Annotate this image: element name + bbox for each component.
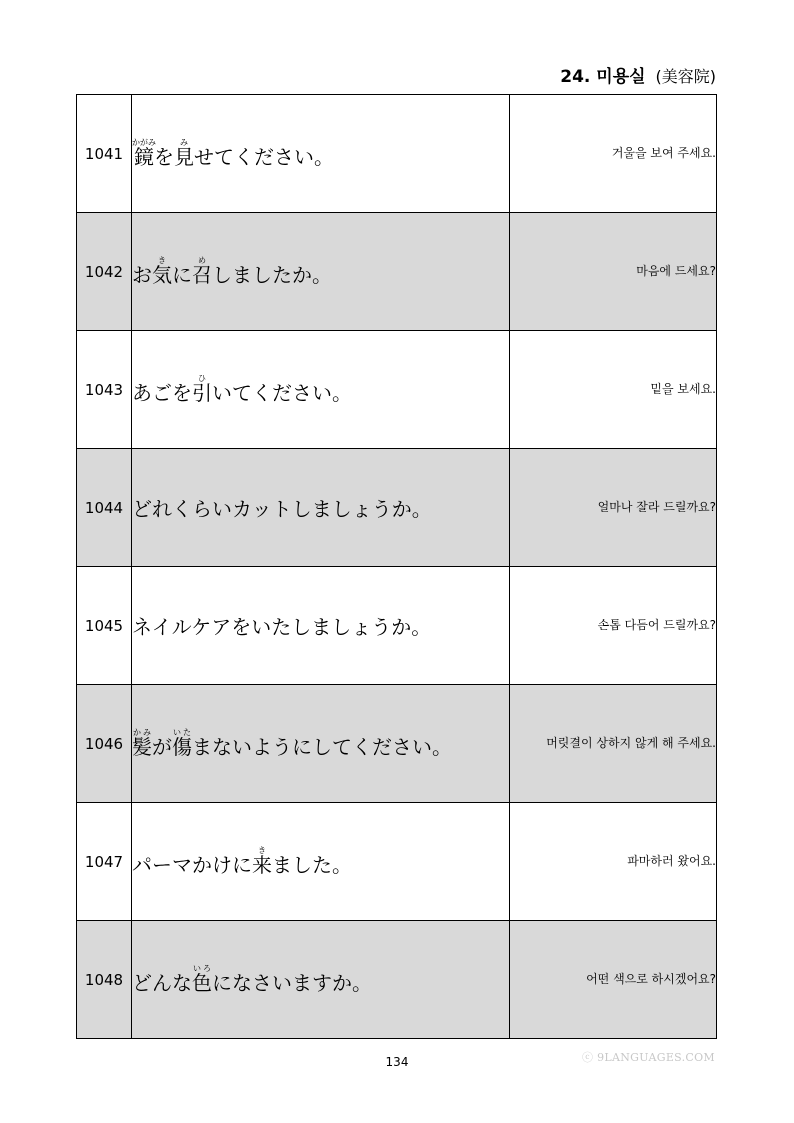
kana-text: どんな: [132, 970, 192, 995]
kana-text: が: [152, 734, 172, 759]
furigana: き: [152, 255, 172, 265]
kana-text: あごを: [132, 380, 192, 405]
kanji: 来: [252, 852, 272, 877]
phrase-table-body: [77, 95, 717, 1039]
phrase-row: [77, 95, 717, 213]
phrase-table: [76, 94, 717, 1039]
kanji-with-furigana: [132, 727, 152, 759]
japanese-phrase: [132, 213, 510, 331]
kana-text: いてください。: [212, 380, 352, 405]
phrase-number: 1042: [77, 213, 132, 331]
kanji-with-furigana: [192, 963, 212, 995]
phrase-number: 1044: [77, 449, 132, 567]
phrase-row: [77, 449, 717, 567]
kanji-with-furigana: [132, 137, 156, 169]
phrase-row: [77, 331, 717, 449]
phrase-row: [77, 803, 717, 921]
furigana: め: [192, 255, 212, 265]
korean-translation: 파마하러 왔어요.: [510, 803, 717, 921]
chapter-title: [560, 62, 716, 87]
phrase-row: [77, 685, 717, 803]
phrase-row: [77, 921, 717, 1039]
kanji-with-furigana: [172, 727, 192, 759]
japanese-phrase: [132, 803, 510, 921]
korean-translation: 밑을 보세요.: [510, 331, 717, 449]
japanese-phrase: [132, 921, 510, 1039]
kanji: 髪: [132, 734, 152, 759]
kanji-with-furigana: [192, 373, 212, 405]
kana-text: ました。: [272, 852, 352, 877]
kana-text: になさいますか。: [212, 970, 372, 995]
furigana: かがみ: [132, 137, 156, 147]
korean-translation: 머릿결이 상하지 않게 해 주세요.: [510, 685, 717, 803]
phrase-number: 1045: [77, 567, 132, 685]
phrase-number: 1041: [77, 95, 132, 213]
kana-text: を: [154, 144, 174, 169]
kana-text: パーマかけに: [132, 852, 252, 877]
kana-text: お: [132, 262, 152, 287]
kana-text: まないようにしてください。: [192, 734, 452, 759]
furigana: いろ: [192, 963, 212, 973]
phrase-number: 1047: [77, 803, 132, 921]
kanji-with-furigana: [192, 255, 212, 287]
chapter-name: 24. 미용실: [560, 67, 646, 87]
kana-text: ネイルケアをいたしましょうか。: [132, 615, 432, 639]
kanji-with-furigana: [174, 137, 194, 169]
chapter-hanja: (美容院): [655, 67, 716, 86]
kanji: 色: [192, 970, 212, 995]
japanese-phrase: [132, 331, 510, 449]
korean-translation: 거울을 보여 주세요.: [510, 95, 717, 213]
korean-translation: 얼마나 잘라 드릴까요?: [510, 449, 717, 567]
furigana: いた: [172, 727, 192, 737]
kanji: 召: [192, 262, 212, 287]
phrase-number: 1043: [77, 331, 132, 449]
japanese-phrase: [132, 567, 510, 685]
kanji: 引: [192, 380, 212, 405]
kanji-with-furigana: [152, 255, 172, 287]
korean-translation: 마음에 드세요?: [510, 213, 717, 331]
japanese-phrase: [132, 685, 510, 803]
japanese-phrase: [132, 449, 510, 567]
kanji-with-furigana: [252, 845, 272, 877]
furigana: かみ: [132, 727, 152, 737]
kana-text: どれくらいカットしましょうか。: [132, 497, 432, 521]
phrase-number: 1046: [77, 685, 132, 803]
kanji: 鏡: [132, 144, 156, 169]
japanese-phrase: [132, 95, 510, 213]
korean-translation: 어떤 색으로 하시겠어요?: [510, 921, 717, 1039]
phrase-row: [77, 567, 717, 685]
furigana: み: [174, 137, 194, 147]
furigana: ひ: [192, 373, 212, 383]
phrase-row: [77, 213, 717, 331]
page-number: 134: [385, 1055, 409, 1069]
kanji: 見: [174, 144, 194, 169]
furigana: き: [252, 845, 272, 855]
korean-translation: 손톱 다듬어 드릴까요?: [510, 567, 717, 685]
kana-text: せてください。: [194, 144, 334, 169]
phrase-number: 1048: [77, 921, 132, 1039]
copyright-watermark: ⓒ 9LANGUAGES.COM: [582, 1051, 715, 1064]
kanji: 気: [152, 262, 172, 287]
kana-text: しましたか。: [212, 262, 332, 287]
kanji: 傷: [172, 734, 192, 759]
kana-text: に: [172, 262, 192, 287]
